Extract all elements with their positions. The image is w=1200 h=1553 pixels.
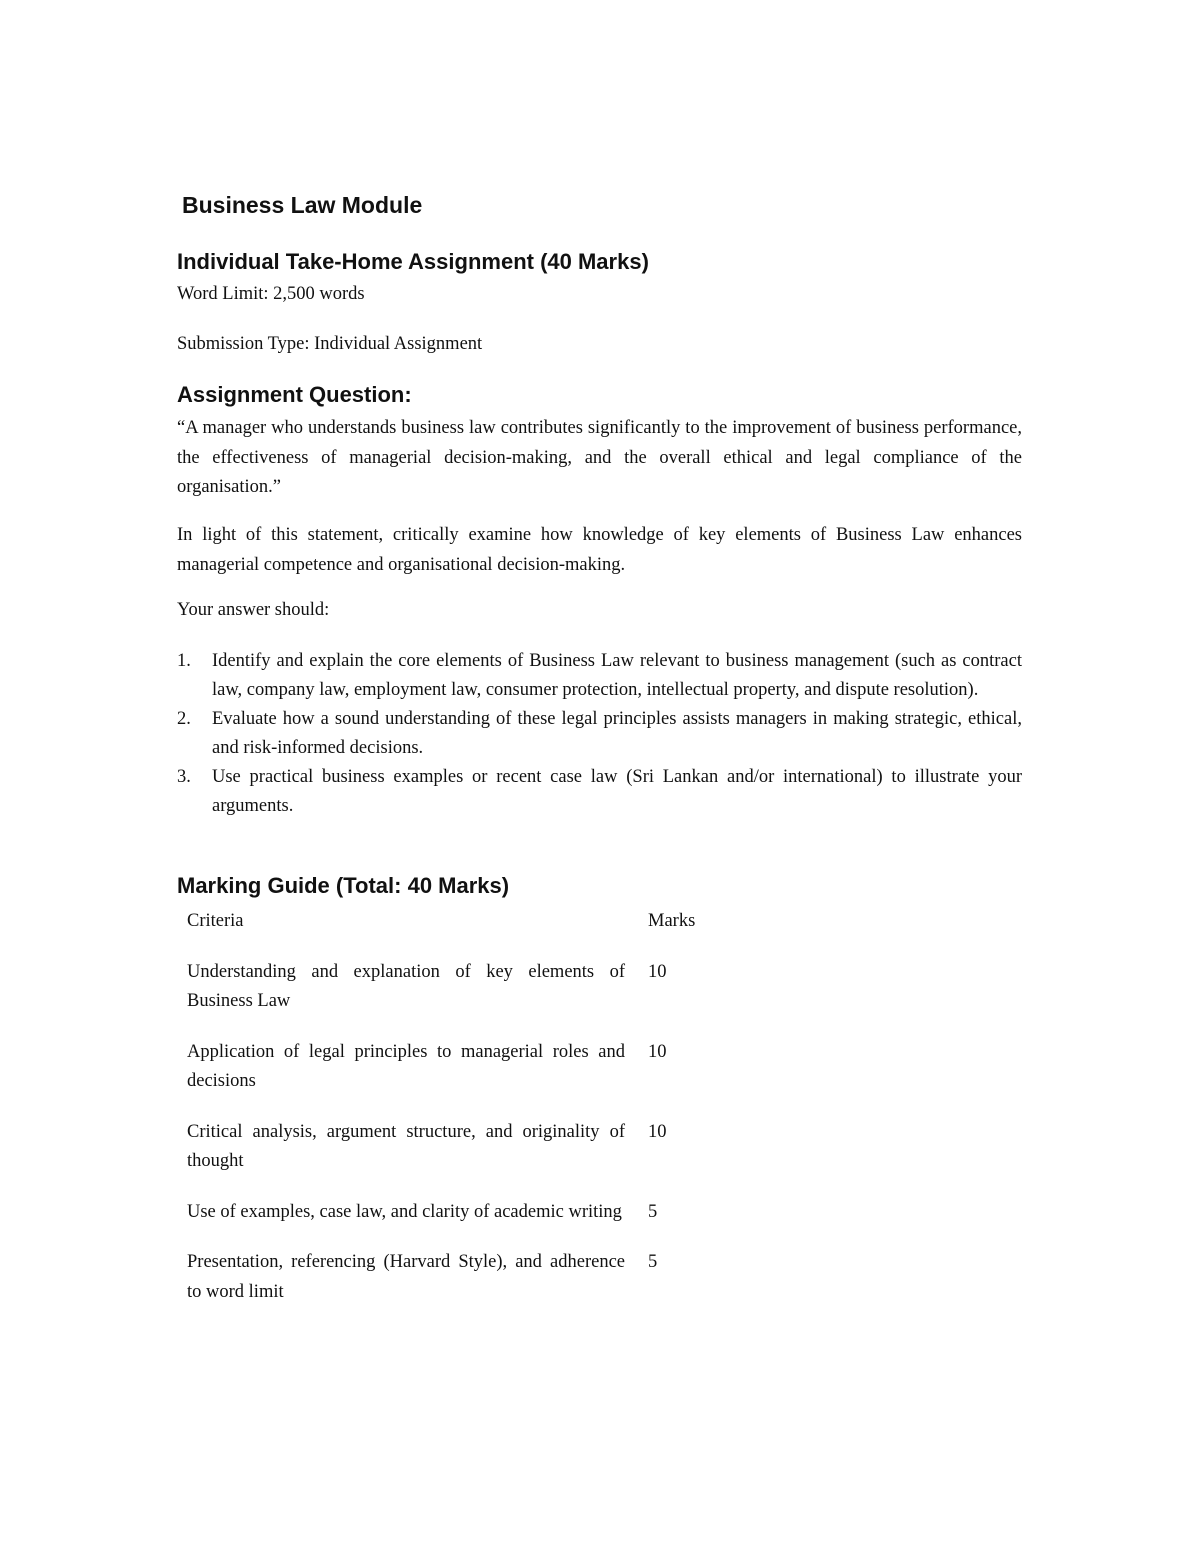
criteria-cell: Critical analysis, argument structure, and originality of thought — [187, 1121, 625, 1171]
table-row — [187, 1248, 747, 1328]
table-row — [187, 1038, 747, 1118]
question-heading: Assignment Question: — [177, 382, 412, 407]
table-header-row — [187, 907, 747, 958]
table-row — [187, 958, 747, 1038]
criteria-cell: Presentation, referencing (Harvard Style), and adherence to word limit — [187, 1252, 625, 1302]
list-item-text: Evaluate how a sound understanding of these legal principles assists managers in making strategic, ethical, and risk-informed decisions. — [212, 709, 1022, 758]
list-item-text: Use practical business examples or recent case law (Sri Lankan and/or international) to illustrate your arguments. — [212, 767, 1022, 816]
marking-guide-table — [187, 907, 747, 1328]
list-item — [177, 647, 1022, 705]
list-item-text: Identify and explain the core elements of Business Law relevant to business management (such as contract law, company law, employment law, consumer protection, intellectual property, and dispute resolution). — [212, 651, 1022, 700]
criteria-cell: Understanding and explanation of key elements of Business Law — [187, 961, 625, 1011]
assignment-title: Individual Take-Home Assignment (40 Marks) — [177, 249, 649, 274]
marks-cell: 10 — [648, 1121, 667, 1142]
marks-cell: 10 — [648, 1041, 667, 1062]
marks-cell: 5 — [648, 1252, 658, 1272]
list-item-number: 1. — [177, 651, 191, 671]
question-quote: “A manager who understands business law contributes significantly to the improvement of business performance, the effectiveness of managerial decision-making, and the overall ethical and legal compliance of the organisation.” — [177, 418, 1022, 497]
table-row — [187, 1118, 747, 1198]
marking-guide-heading: Marking Guide (Total: 40 Marks) — [177, 873, 510, 898]
marks-cell: 10 — [648, 961, 667, 982]
word-limit: Word Limit: 2,500 words — [177, 284, 365, 304]
marks-cell: 5 — [648, 1201, 658, 1222]
column-header-criteria: Criteria — [187, 911, 244, 931]
list-item — [177, 705, 1022, 763]
table-row — [187, 1198, 747, 1249]
answer-intro: Your answer should: — [177, 600, 330, 620]
list-item — [177, 763, 1022, 821]
module-title: Business Law Module — [182, 192, 423, 218]
criteria-cell: Use of examples, case law, and clarity of academic writing — [187, 1201, 622, 1222]
criteria-cell: Application of legal principles to managerial roles and decisions — [187, 1041, 625, 1091]
list-item-number: 2. — [177, 709, 191, 729]
question-instruction: In light of this statement, critically examine how knowledge of key elements of Business Law enhances managerial competence and organisational decision-making. — [177, 525, 1022, 575]
requirements-list — [177, 647, 1022, 821]
column-header-marks: Marks — [648, 911, 696, 931]
submission-type: Submission Type: Individual Assignment — [177, 334, 483, 354]
list-item-number: 3. — [177, 767, 191, 787]
